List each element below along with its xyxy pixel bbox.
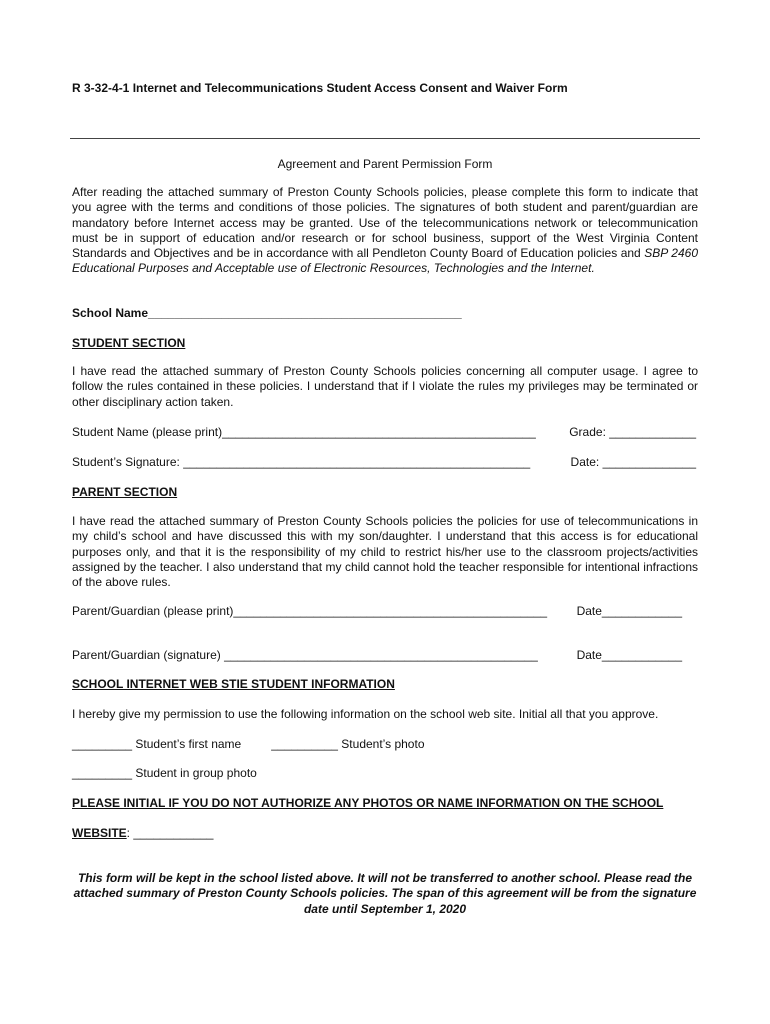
intro-paragraph xyxy=(72,185,698,277)
student-signature-row xyxy=(72,455,698,471)
student-signature-field[interactable]: Student’s Signature: ____________________________________________________ xyxy=(72,455,531,469)
parent-print-date-field[interactable]: Date____________ xyxy=(576,604,682,618)
web-initials-row xyxy=(72,737,698,753)
parent-signature-field[interactable]: Parent/Guardian (signature) _______________________________________________ xyxy=(72,648,538,662)
parent-print-row xyxy=(72,604,698,620)
website-initial-field[interactable]: : ____________ xyxy=(126,826,214,840)
group-photo-row xyxy=(72,766,698,782)
web-section-heading: SCHOOL INTERNET WEB STIE STUDENT INFORMATION xyxy=(72,677,395,691)
web-permission-text: I hereby give my permission to use the following information on the school web site. Initial all that you approve. xyxy=(72,707,659,721)
form-title: R 3-32-4-1 Internet and Telecommunications Student Access Consent and Waiver Form xyxy=(72,81,568,95)
intro-text: After reading the attached summary of Preston County Schools policies, please complete this form to indicate that you agree with the terms and conditions of those policies. The signatures of both student and parent/guardian are mandatory before Internet access may be granted. Use of the telecommunications network or telecommunication must be in support of education and/or research or for school business, support of the West Virginia Content Standards and Objectives and be in accordance with all Pendleton County Board of Education policies and xyxy=(72,185,698,261)
form-subtitle: Agreement and Parent Permission Form xyxy=(277,157,493,171)
student-date-field[interactable]: Date: ______________ xyxy=(570,455,696,469)
website-row xyxy=(72,826,698,842)
student-section-heading: STUDENT SECTION xyxy=(72,336,186,350)
grade-field[interactable]: Grade: _____________ xyxy=(569,425,696,439)
footer-note: This form will be kept in the school listed above. It will not be transferred to another school. Please read the attached summary of Preston County Schools policies. The span of this agreement will be from the signature date until September 1, 2020 xyxy=(73,871,697,916)
photo-initial-field[interactable]: __________ Student’s photo xyxy=(271,737,425,751)
first-name-initial-field[interactable]: _________ Student’s first name xyxy=(72,737,242,751)
parent-section-heading: PARENT SECTION xyxy=(72,485,178,499)
website-label: WEBSITE xyxy=(72,826,127,840)
student-agreement-text: I have read the attached summary of Preston County Schools policies concerning all computer usage. I agree to follow the rules contained in these policies. I understand that if I violate the rules my privileges may be terminated or other disciplinary action taken. xyxy=(72,364,698,409)
group-photo-initial-field[interactable]: _________ Student in group photo xyxy=(72,766,257,780)
divider xyxy=(70,138,700,139)
parent-print-field[interactable]: Parent/Guardian (please print)_______________________________________________ xyxy=(72,604,548,618)
no-authorization-heading: PLEASE INITIAL IF YOU DO NOT AUTHORIZE ANY PHOTOS OR NAME INFORMATION ON THE SCHOOL xyxy=(72,796,664,810)
parent-signature-row xyxy=(72,648,698,664)
student-name-row xyxy=(72,425,698,441)
parent-signature-date-field[interactable]: Date____________ xyxy=(576,648,682,662)
intro-policy-reference: SBP 2460 Educational Purposes and Acceptable use of Electronic Resources, Technologies and the Internet. xyxy=(72,246,698,276)
school-name-field[interactable]: School Name_______________________________________________ xyxy=(72,306,462,320)
parent-agreement-text: I have read the attached summary of Preston County Schools policies the policies for use of telecommunications in my child’s school and have discussed this with my son/daughter. I understand that this access is for educational purposes only, and that it is the responsibility of my child to restrict his/her use to the classroom projects/activities assigned by the teacher. I also understand that my child cannot hold the teacher responsible for intentional infractions of the above rules. xyxy=(72,514,698,590)
student-name-field[interactable]: Student Name (please print)_______________________________________________ xyxy=(72,425,536,439)
